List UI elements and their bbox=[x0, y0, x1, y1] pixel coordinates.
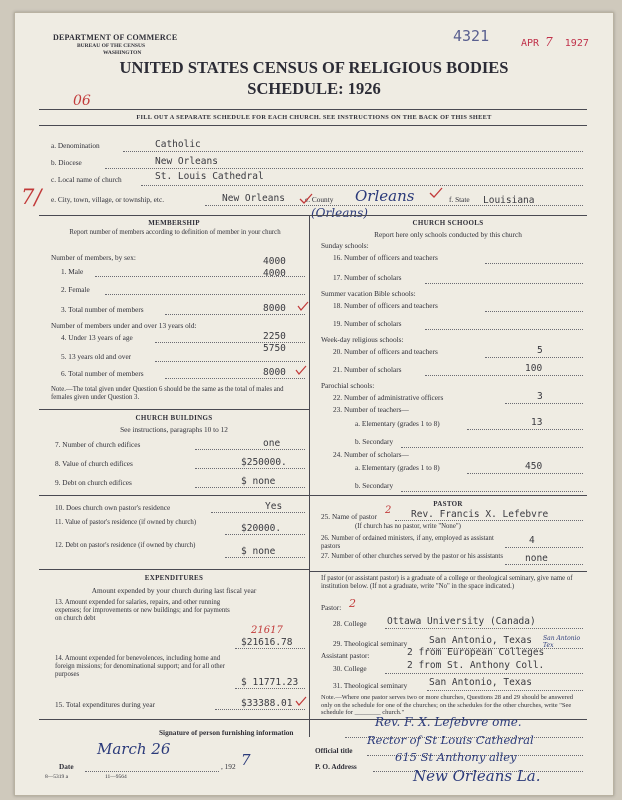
q23b-label: b. Secondary bbox=[355, 437, 394, 446]
official-title-value: Rector of St Louis Cathedral bbox=[367, 733, 534, 747]
assistant-line: 2 from European Colleges bbox=[407, 647, 545, 658]
q12-label: 12. Debt on pastor's residence (if owned by church) bbox=[55, 542, 196, 549]
q1-value: 4000 bbox=[263, 256, 286, 267]
pastor-colon-label: Pastor: bbox=[321, 603, 342, 612]
q20-label: 20. Number of officers and teachers bbox=[333, 347, 438, 356]
form-number: 8—5319 a bbox=[45, 774, 69, 780]
schools-sub: Report here only schools conducted by this church bbox=[374, 230, 522, 239]
summer-label: Summer vacation Bible schools: bbox=[321, 289, 416, 298]
state-value: Louisiana bbox=[483, 195, 535, 206]
po-address-line2: New Orleans La. bbox=[413, 767, 541, 785]
q2-value: 4000 bbox=[263, 268, 286, 279]
schedule-title: SCHEDULE: 1926 bbox=[247, 79, 381, 98]
city-label: e. City, town, village, or township, etc. bbox=[51, 195, 165, 204]
q18-label: 18. Number of officers and teachers bbox=[333, 301, 438, 310]
q23-label: 23. Number of teachers— bbox=[333, 405, 409, 414]
graduate-note: If pastor (or assistant pastor) is a graduate of a college or theological seminary, give name of institution below. (If not a graduate, write "No" in the space indicated.) bbox=[321, 575, 573, 590]
washington-label: WASHINGTON bbox=[103, 50, 142, 56]
q15-value: $33388.01 bbox=[241, 698, 293, 709]
q25-handwritten: 2 bbox=[385, 505, 392, 516]
q7-label: 7. Number of church edifices bbox=[55, 440, 141, 449]
form-title: UNITED STATES CENSUS OF RELIGIOUS BODIES bbox=[119, 58, 509, 77]
q24-label: 24. Number of scholars— bbox=[333, 450, 409, 459]
check-mark-icon bbox=[429, 187, 443, 199]
check-mark-icon bbox=[299, 193, 313, 205]
q25-label: 25. Name of pastor bbox=[321, 512, 377, 521]
q5-value: 5750 bbox=[263, 343, 286, 354]
sunday-label: Sunday schools: bbox=[321, 241, 369, 250]
q10-value: Yes bbox=[265, 501, 283, 512]
age-intro: Number of members under and over 13 years old: bbox=[51, 321, 197, 330]
signature-label: Signature of person furnishing information bbox=[159, 728, 294, 737]
q20-value: 5 bbox=[537, 345, 543, 356]
by-sex-label: Number of members, by sex: bbox=[51, 253, 136, 262]
q11-value: $20000. bbox=[241, 523, 282, 534]
q23a-label: a. Elementary (grades 1 to 8) bbox=[355, 419, 440, 428]
membership-sub: Report number of members according to definition of member in your church bbox=[69, 229, 281, 236]
schools-heading: CHURCH SCHOOLS bbox=[412, 219, 484, 227]
q2-label: 2. Female bbox=[61, 285, 90, 294]
expenditures-heading: EXPENDITURES bbox=[144, 574, 204, 582]
q11-label: 11. Value of pastor's residence (if owned by church) bbox=[55, 519, 197, 526]
q23a-value: 13 bbox=[531, 417, 543, 428]
year-prefix: , 192 bbox=[221, 762, 236, 771]
check-mark-icon bbox=[295, 365, 307, 375]
diocese-value: New Orleans bbox=[155, 156, 218, 167]
check-mark-icon bbox=[297, 301, 309, 311]
membership-heading: MEMBERSHIP bbox=[148, 219, 200, 227]
q25-sub: (If church has no pastor, write "None") bbox=[355, 523, 461, 530]
county-handwritten: Orleans bbox=[355, 187, 415, 205]
q25-value: Rev. Francis X. Lefebvre bbox=[411, 509, 549, 520]
q30-value: 2 from St. Anthony Coll. bbox=[407, 660, 545, 671]
denomination-value: Catholic bbox=[155, 139, 201, 150]
q8-label: 8. Value of church edifices bbox=[55, 459, 133, 468]
q28-value: Ottawa University (Canada) bbox=[387, 616, 536, 627]
q27-value: none bbox=[525, 553, 548, 564]
date-value: March 26 bbox=[97, 740, 171, 758]
q21-value: 100 bbox=[525, 363, 543, 374]
q17-label: 17. Number of scholars bbox=[333, 273, 402, 282]
q21-label: 21. Number of scholars bbox=[333, 365, 402, 374]
q12-value: $ none bbox=[241, 546, 276, 557]
date-label: Date bbox=[59, 762, 74, 771]
q26-value: 4 bbox=[529, 535, 535, 546]
q7-value: one bbox=[263, 438, 281, 449]
q13-label: 13. Amount expended for salaries, repairs, and other running expenses; for improvements or new buildings; and for payments on church debt bbox=[55, 599, 230, 622]
q8-value: $250000. bbox=[241, 457, 287, 468]
q31-value: San Antonio, Texas bbox=[429, 677, 532, 688]
q4-value: 2250 bbox=[263, 331, 286, 342]
q10-label: 10. Does church own pastor's residence bbox=[55, 503, 171, 512]
q24a-value: 450 bbox=[525, 461, 543, 472]
q16-label: 16. Number of officers and teachers bbox=[333, 253, 438, 262]
denomination-label: a. Denomination bbox=[51, 141, 100, 150]
handwritten-code: 06 bbox=[73, 93, 91, 109]
pastor-note: Note.—Where one pastor serves two or more churches, Questions 28 and 29 should be answered only on the schedule for one of the churches; on the schedules for the other churches, write "See schedule for ________ church." bbox=[321, 694, 573, 717]
pastor-heading: PASTOR bbox=[433, 500, 463, 508]
q22-label: 22. Number of administrative officers bbox=[333, 393, 444, 402]
print-number: 11—9564 bbox=[105, 774, 127, 780]
q24b-label: b. Secondary bbox=[355, 481, 394, 490]
po-address-label: P. O. Address bbox=[315, 762, 357, 771]
assistant-colon-label: Assistant pastor: bbox=[321, 651, 370, 660]
q31-label: 31. Theological seminary bbox=[333, 681, 408, 690]
q27-label: 27. Number of other churches served by the pastor or his assistants bbox=[321, 553, 503, 560]
local-name-value: St. Louis Cathedral bbox=[155, 171, 264, 182]
q14-value: $ 11771.23 bbox=[241, 677, 299, 688]
q22-value: 3 bbox=[537, 391, 543, 402]
number-stamp: 4321 bbox=[453, 27, 490, 45]
local-name-label: c. Local name of church bbox=[51, 175, 122, 184]
margin-mark: 7/ bbox=[21, 185, 42, 209]
q15-label: 15. Total expenditures during year bbox=[55, 700, 156, 709]
bureau-label: BUREAU OF THE CENSUS bbox=[77, 43, 146, 49]
q13-handwritten: 21617 bbox=[251, 625, 283, 636]
q24a-label: a. Elementary (grades 1 to 8) bbox=[355, 463, 440, 472]
q5-label: 5. 13 years old and over bbox=[61, 352, 132, 361]
q29-label: 29. Theological seminary bbox=[333, 639, 408, 648]
buildings-sub: See instructions, paragraphs 10 to 12 bbox=[120, 425, 228, 434]
po-address-line1: 615 St Anthony alley bbox=[395, 750, 517, 764]
year-handwritten: 7 bbox=[241, 751, 251, 769]
county-handwritten-2: (Orleans) bbox=[311, 206, 368, 220]
q26-label: 26. Number of ordained ministers, if any, employed as assistant pastors bbox=[321, 535, 494, 550]
city-value: New Orleans bbox=[222, 193, 285, 204]
date-stamp: APR 7 1927 bbox=[521, 35, 589, 49]
official-title-label: Official title bbox=[315, 746, 353, 755]
census-schedule-form bbox=[14, 12, 614, 796]
membership-note: Note.—The total given under Question 6 should be the same as the total of males and females given under Question 3. bbox=[51, 386, 284, 401]
q29-value: San Antonio, Texas bbox=[429, 635, 532, 646]
buildings-heading: CHURCH BUILDINGS bbox=[135, 414, 213, 422]
diocese-label: b. Diocese bbox=[51, 158, 82, 167]
q4-label: 4. Under 13 years of age bbox=[61, 333, 133, 342]
county-label: e. County bbox=[305, 195, 334, 204]
q19-label: 19. Number of scholars bbox=[333, 319, 402, 328]
q30-handwritten-note: San Antonio Tex bbox=[543, 635, 581, 649]
q9-label: 9. Debt on church edifices bbox=[55, 478, 132, 487]
q14-label: 14. Amount expended for benevolences, including home and foreign missions; for denominational support; and for all other purposes bbox=[55, 655, 225, 678]
q3-value: 8000 bbox=[263, 303, 286, 314]
q28-label: 28. College bbox=[333, 619, 367, 628]
parochial-label: Parochial schools: bbox=[321, 381, 375, 390]
q1-label: 1. Male bbox=[61, 267, 84, 276]
department-label: DEPARTMENT OF COMMERCE bbox=[53, 33, 178, 42]
q13-value: $21616.78 bbox=[241, 637, 293, 648]
expenditures-sub: Amount expended by your church during last fiscal year bbox=[91, 586, 257, 595]
q3-label: 3. Total number of members bbox=[61, 305, 144, 314]
check-mark-icon bbox=[295, 696, 307, 706]
signature-value: Rev. F. X. Lefebvre ome. bbox=[375, 715, 522, 729]
instruction-banner: FILL OUT A SEPARATE SCHEDULE FOR EACH CHURCH. SEE INSTRUCTIONS ON THE BACK OF THIS SHEET bbox=[136, 114, 492, 121]
q6-value: 8000 bbox=[263, 367, 286, 378]
q6-label: 6. Total number of members bbox=[61, 369, 144, 378]
pastor-handwritten: 2 bbox=[349, 597, 356, 610]
weekday-label: Week-day religious schools: bbox=[321, 335, 404, 344]
q30-label: 30. College bbox=[333, 664, 367, 673]
state-label: f. State bbox=[449, 195, 470, 204]
q9-value: $ none bbox=[241, 476, 276, 487]
